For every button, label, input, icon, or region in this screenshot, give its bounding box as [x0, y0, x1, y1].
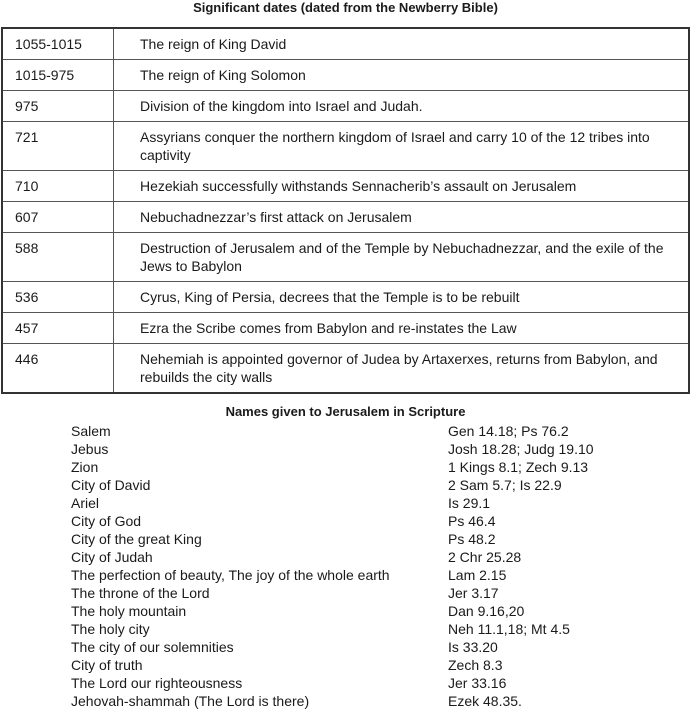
name-row: [71, 620, 671, 638]
date-row: [2, 282, 689, 313]
date-event: Destruction of Jerusalem and of the Temple by Nebuchadnezzar, and the exile of the Jews to Babylon: [114, 233, 690, 282]
date-row: [2, 171, 689, 202]
scripture-reference: Lam 2.15: [448, 567, 507, 583]
date-row: [2, 122, 689, 171]
scripture-reference: Is 33.20: [448, 639, 498, 655]
jerusalem-name: Jebus: [71, 441, 109, 457]
date-year: 1055-1015: [2, 28, 114, 60]
name-row: [71, 458, 671, 476]
name-row: [71, 440, 671, 458]
jerusalem-name: Salem: [71, 423, 111, 439]
date-event: Assyrians conquer the northern kingdom of Israel and carry 10 of the 12 tribes into captivity: [114, 122, 690, 171]
jerusalem-names-list: [71, 422, 671, 710]
name-row: [71, 566, 671, 584]
scripture-reference: 2 Chr 25.28: [448, 549, 522, 565]
jerusalem-name: City of Judah: [71, 549, 153, 565]
dates-table-title: Significant dates (dated from the Newberry Bible): [193, 0, 498, 15]
scripture-reference: Ps 48.2: [448, 531, 496, 547]
names-list-title: Names given to Jerusalem in Scripture: [225, 404, 466, 419]
date-row: [2, 313, 689, 344]
date-year: 710: [2, 171, 114, 202]
date-year: 721: [2, 122, 114, 171]
scripture-reference: 2 Sam 5.7; Is 22.9: [448, 477, 562, 493]
date-row: [2, 344, 689, 394]
scripture-reference: Neh 11.1,18; Mt 4.5: [448, 621, 570, 637]
scripture-reference: Dan 9.16,20: [448, 603, 525, 619]
name-row: [71, 602, 671, 620]
jerusalem-name: City of God: [71, 513, 142, 529]
name-row: [71, 476, 671, 494]
scripture-reference: Gen 14.18; Ps 76.2: [448, 423, 569, 439]
jerusalem-name: City of truth: [71, 657, 143, 673]
jerusalem-name: The Lord our righteousness: [71, 675, 243, 691]
date-row: [2, 91, 689, 122]
name-row: [71, 674, 671, 692]
date-event: Division of the kingdom into Israel and Judah.: [114, 91, 690, 122]
scripture-reference: Jer 3.17: [448, 585, 499, 601]
scripture-reference: Jer 33.16: [448, 675, 507, 691]
date-year: 588: [2, 233, 114, 282]
date-row: [2, 28, 689, 60]
date-event: The reign of King David: [114, 28, 690, 60]
significant-dates-table: [1, 27, 690, 394]
scripture-reference: Is 29.1: [448, 495, 491, 511]
name-row: [71, 656, 671, 674]
date-event: Ezra the Scribe comes from Babylon and re-instates the Law: [114, 313, 690, 344]
date-event: Nebuchadnezzar’s first attack on Jerusalem: [114, 202, 690, 233]
jerusalem-name: The city of our solemnities: [71, 639, 234, 655]
name-row: [71, 548, 671, 566]
jerusalem-name: Jehovah-shammah (The Lord is there): [71, 693, 310, 709]
name-row: [71, 584, 671, 602]
name-row: [71, 422, 671, 440]
date-row: [2, 60, 689, 91]
scripture-reference: Josh 18.28; Judg 19.10: [448, 441, 594, 457]
date-year: 536: [2, 282, 114, 313]
date-event: Nehemiah is appointed governor of Judea by Artaxerxes, returns from Babylon, and rebuilds the city walls: [114, 344, 690, 394]
date-event: Cyrus, King of Persia, decrees that the Temple is to be rebuilt: [114, 282, 690, 313]
date-row: [2, 202, 689, 233]
jerusalem-name: Zion: [71, 459, 99, 475]
jerusalem-name: The holy city: [71, 621, 150, 637]
name-row: [71, 692, 671, 710]
scripture-reference: Zech 8.3: [448, 657, 503, 673]
jerusalem-name: The perfection of beauty, The joy of the whole earth: [71, 567, 390, 583]
date-event: Hezekiah successfully withstands Sennacherib’s assault on Jerusalem: [114, 171, 690, 202]
jerusalem-name: Ariel: [71, 495, 100, 511]
name-row: [71, 494, 671, 512]
jerusalem-name: The throne of the Lord: [71, 585, 210, 601]
scripture-reference: Ezek 48.35.: [448, 693, 522, 709]
date-year: 607: [2, 202, 114, 233]
date-row: [2, 233, 689, 282]
jerusalem-name: The holy mountain: [71, 603, 187, 619]
name-row: [71, 530, 671, 548]
date-year: 975: [2, 91, 114, 122]
date-year: 457: [2, 313, 114, 344]
date-year: 446: [2, 344, 114, 394]
date-event: The reign of King Solomon: [114, 60, 690, 91]
jerusalem-name: City of the great King: [71, 531, 202, 547]
scripture-reference: Ps 46.4: [448, 513, 496, 529]
jerusalem-name: City of David: [71, 477, 151, 493]
date-year: 1015-975: [2, 60, 114, 91]
name-row: [71, 638, 671, 656]
scripture-reference: 1 Kings 8.1; Zech 9.13: [448, 459, 589, 475]
name-row: [71, 512, 671, 530]
